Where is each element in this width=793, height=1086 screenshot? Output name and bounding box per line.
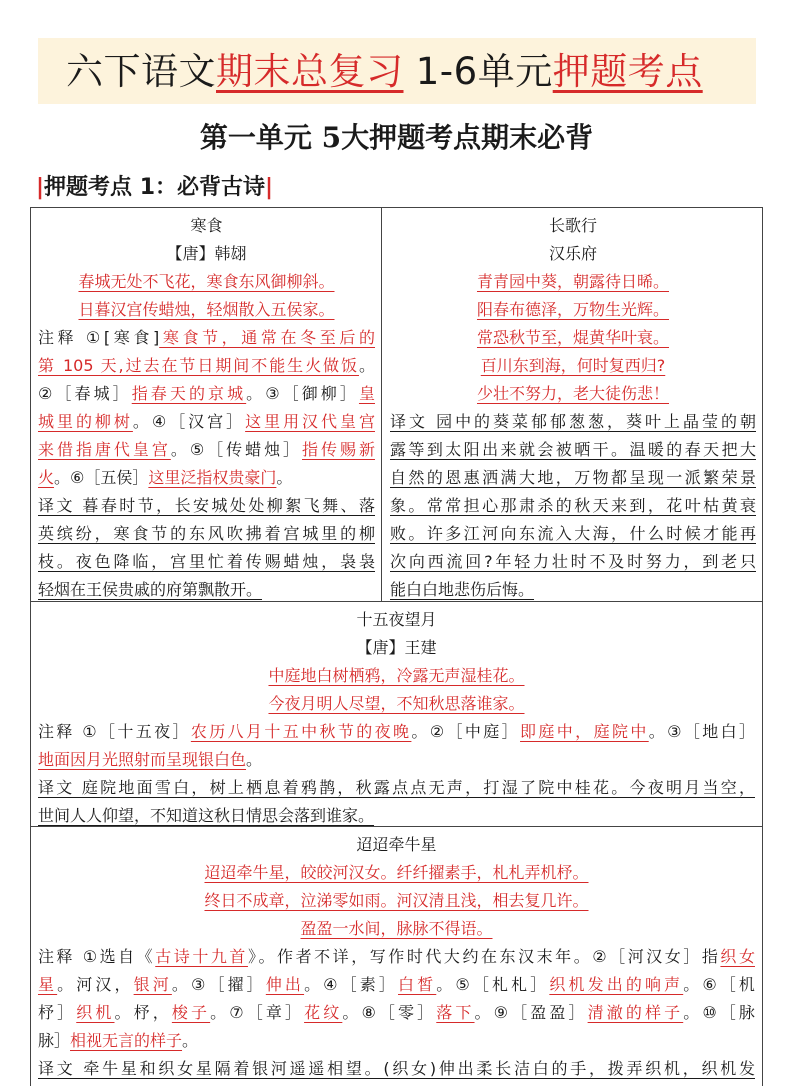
translation-line: 枝。夜色降临，宫里忙着传赐蜡烛，袅袅 — [38, 552, 375, 571]
translation-line: 译文 园中的葵菜郁郁葱葱，葵叶上晶莹的朝 — [390, 412, 756, 431]
note-line: 火。⑥［五侯］这里泛指权贵豪门。 — [38, 468, 293, 487]
title-part-1: 六下语文 — [66, 50, 216, 93]
translation-line: 英缤纷，寒食节的东风吹拂着宫城里的柳 — [38, 524, 375, 543]
section-label: 押题考点 1：必背古诗 — [44, 175, 266, 200]
note-line: 注释 ①［十五夜］农历八月十五中秋节的夜晚。②［中庭］即庭中，庭院中。③［地白］ — [38, 722, 755, 741]
poem-line: 少壮不努力，老大徒伤悲！ — [476, 384, 669, 403]
section-bar-left: | — [36, 175, 45, 200]
poem-line: 终日不成章，泣涕零如雨。河汉清且浅，相去复几许。 — [204, 891, 589, 910]
section-bar-right: | — [265, 175, 274, 200]
poem-line: 春城无处不飞花，寒食东风御柳斜。 — [78, 272, 335, 291]
poem-table-row-3 — [30, 826, 763, 1086]
note-line: 第 105 天,过去在节日期间不能生火做饭。 — [38, 356, 375, 375]
translation-line: 能白白地悲伤后悔。 — [390, 580, 535, 599]
title-part-4: 押题考点 — [552, 50, 703, 93]
translation-line: 译文 暮春时节，长安城处处柳絮飞舞、落 — [38, 496, 375, 515]
poem-title: 长歌行 — [548, 216, 597, 235]
poem-line: 青青园中葵，朝露待日晞。 — [476, 272, 669, 291]
note-line: 城里的柳树。④［汉宫］这里用汉代皇宫 — [38, 412, 375, 431]
title-part-2: 期末总复习 — [216, 50, 404, 93]
title-part-3: 1-6单元 — [403, 50, 553, 93]
poem-line: 中庭地白树栖鸦，冷露无声湿桂花。 — [268, 666, 525, 685]
translation-line: 次向西流回?年轻力壮时不及时努力，到老只 — [390, 552, 756, 571]
poem-line: 百川东到海，何时复西归? — [480, 356, 666, 375]
note-line: 注释 ①[寒食]寒食节，通常在冬至后的 — [38, 328, 375, 347]
note-line: 星。河汉，银河。③［擢］伸出。④［素］白皙。⑤［札札］织机发出的响声。⑥［机 — [38, 975, 755, 994]
poem-line: 常恐秋节至，焜黄华叶衰。 — [476, 328, 669, 347]
poem-shiwuyewangyue — [31, 602, 762, 830]
page-title — [66, 47, 703, 97]
poem-author: 【唐】韩翃 — [166, 244, 247, 263]
translation-line: 露等到太阳出来就会被晒干。温暖的春天把大 — [390, 440, 756, 459]
poem-line: 阳春布德泽，万物生光辉。 — [476, 300, 669, 319]
translation-line: 译文 牵牛星和织女星隔着银河遥遥相望。(织女)伸出柔长洁白的手，拨弄织机，织机发 — [38, 1059, 755, 1078]
poem-title: 迢迢牵牛星 — [356, 835, 437, 854]
poem-table-row-1 — [30, 207, 763, 602]
section-heading — [36, 172, 273, 204]
translation-line: 象。常常担心那肃杀的秋天来到，花叶枯黄衰 — [390, 496, 756, 515]
poem-title: 寒食 — [190, 216, 223, 235]
poem-author: 【唐】王建 — [356, 638, 437, 657]
poem-author: 汉乐府 — [548, 244, 597, 263]
poem-title: 十五夜望月 — [356, 610, 437, 629]
poem-line: 日暮汉宫传蜡烛，轻烟散入五侯家。 — [78, 300, 335, 319]
translation-line: 败。许多江河向东流入大海，什么时候才能再 — [390, 524, 756, 543]
translation-line: 轻烟在王侯贵戚的府第飘散开。 — [38, 580, 263, 599]
note-line: 来借指唐代皇宫。⑤［传蜡烛］指传赐新 — [38, 440, 375, 459]
poem-line: 今夜月明人尽望，不知秋思落谁家。 — [268, 694, 525, 713]
poem-tiaotiaoqianniuxing — [31, 827, 762, 1083]
note-line: 地面因月光照射而呈现银白色。 — [38, 750, 263, 769]
note-line: 注释 ①选自《古诗十九首》。作者不详，写作时代大约在东汉末年。②［河汉女］指织女 — [38, 947, 755, 966]
note-line: 杼］织机。杼，梭子。⑦［章］花纹。⑧［零］落下。⑨［盈盈］清澈的样子。⑩［脉 — [38, 1003, 755, 1022]
subtitle: 第一单元 5大押题考点期末必背 — [199, 121, 594, 154]
translation-line: 自然的恩惠洒满大地，万物都呈现一派繁荣景 — [390, 468, 756, 487]
poem-table-row-2 — [30, 601, 763, 827]
note-line: 脉］相视无言的样子。 — [38, 1031, 199, 1050]
note-line: ②［春城］指春天的京城。③［御柳］皇 — [38, 384, 375, 403]
poem-changgexing — [382, 208, 762, 601]
translation-line: 译文 庭院地面雪白，树上栖息着鸦鹊，秋露点点无声，打湿了院中桂花。今夜明月当空， — [38, 778, 755, 797]
poem-line: 迢迢牵牛星，皎皎河汉女。纤纤擢素手，札札弄机杼。 — [204, 863, 589, 882]
poem-line: 盈盈一水间，脉脉不得语。 — [300, 919, 493, 938]
poem-hanshi — [31, 208, 382, 601]
translation-line: 世间人人仰望，不知道这秋日情思会落到谁家。 — [38, 806, 375, 825]
